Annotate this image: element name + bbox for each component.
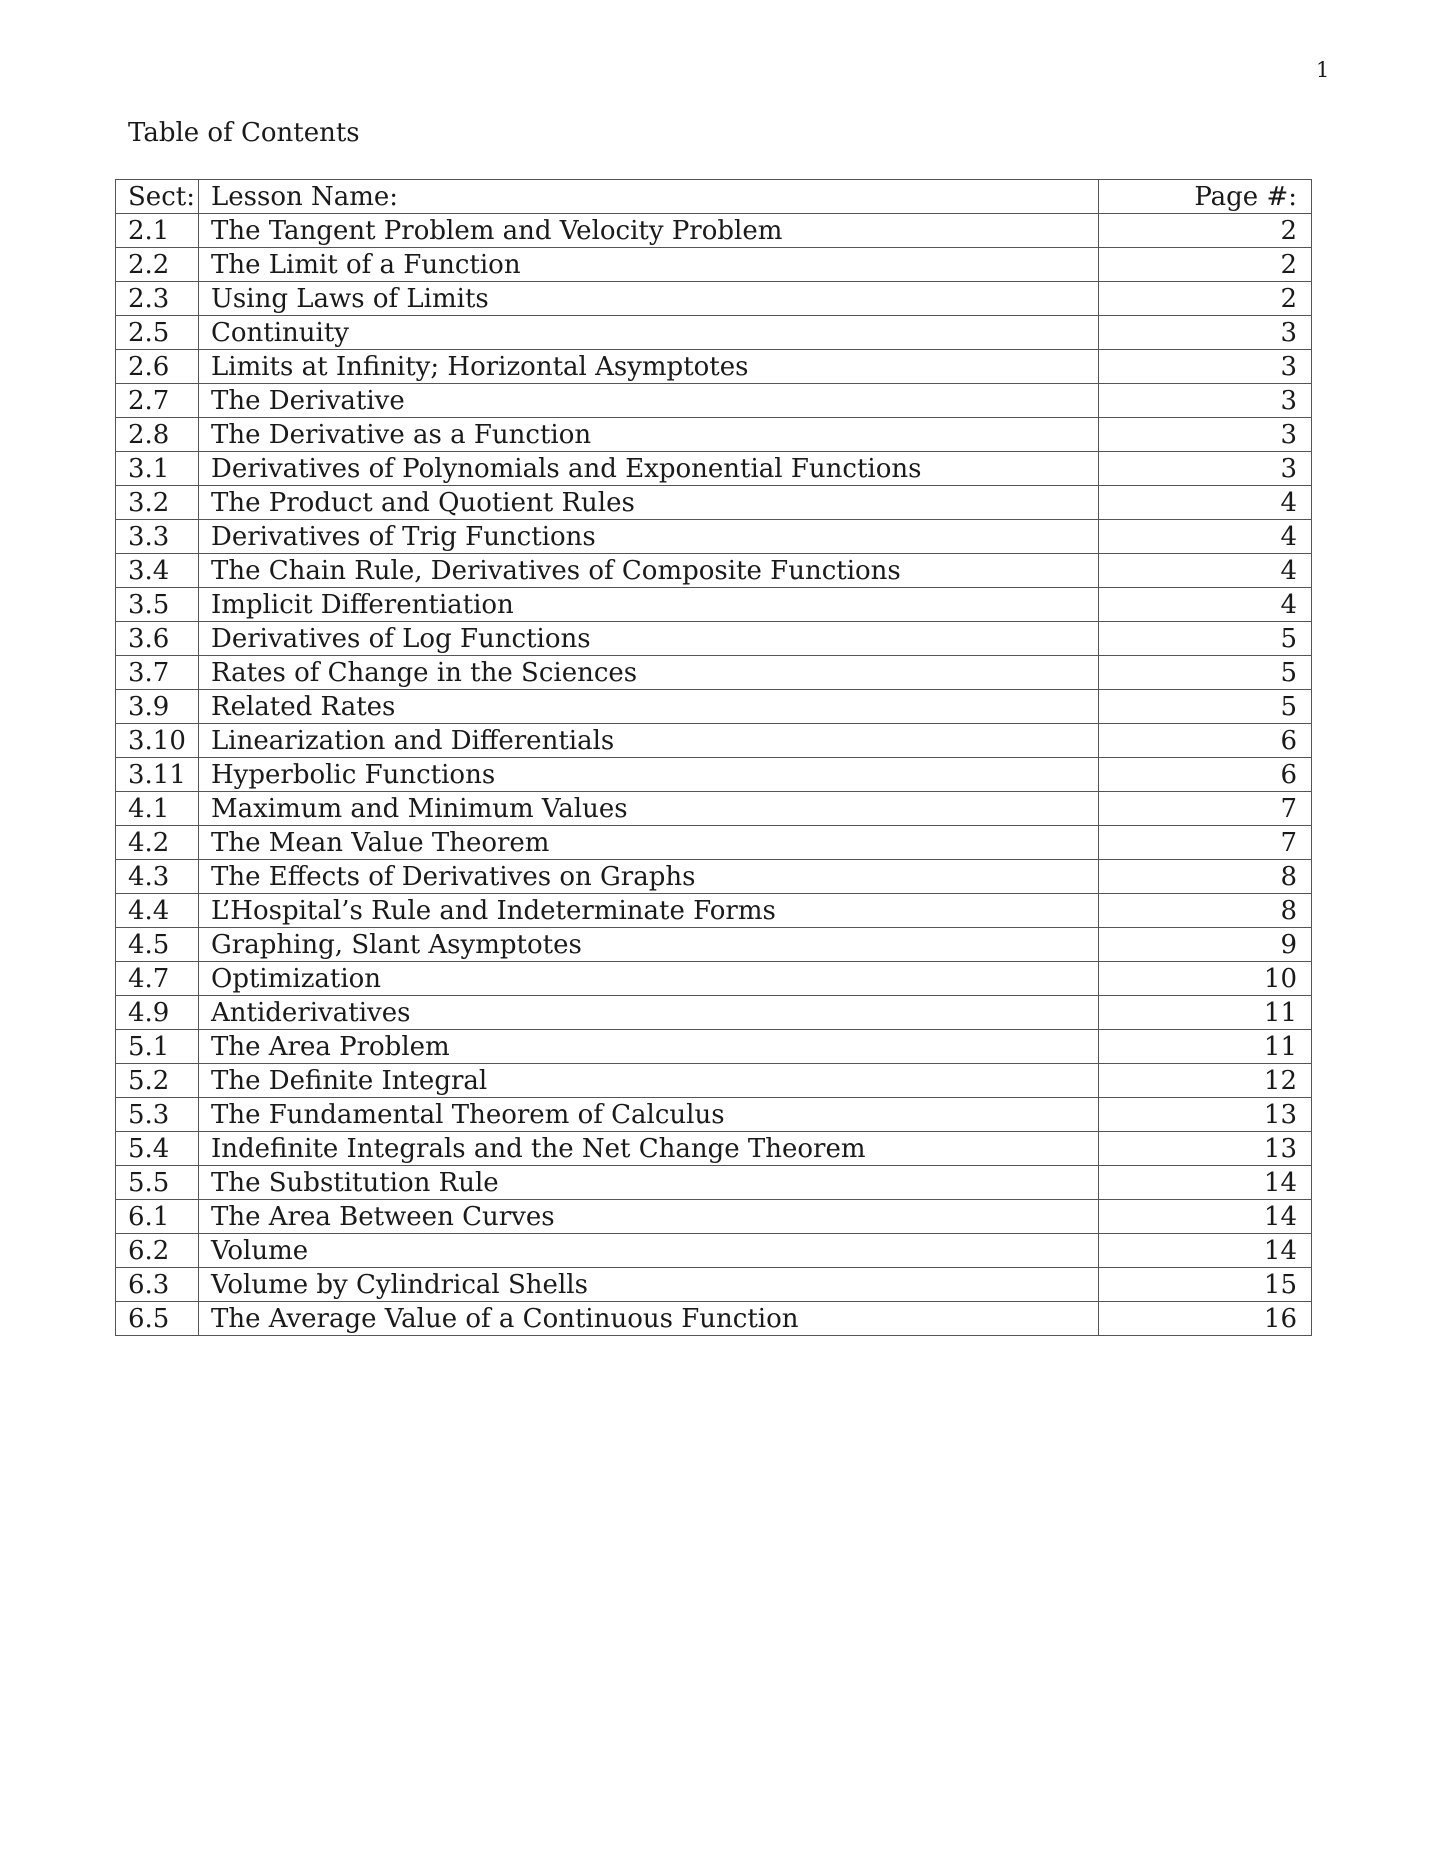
table-row <box>116 1132 1312 1166</box>
table-row <box>116 996 1312 1030</box>
table-row <box>116 316 1312 350</box>
lesson-name-cell: Implicit Differentiation <box>199 588 1099 622</box>
table-row <box>116 622 1312 656</box>
table-row <box>116 792 1312 826</box>
page-number-cell: 8 <box>1099 894 1312 928</box>
lesson-name-cell: Maximum and Minimum Values <box>199 792 1099 826</box>
lesson-name-cell: Graphing, Slant Asymptotes <box>199 928 1099 962</box>
page-number-cell: 13 <box>1099 1098 1312 1132</box>
page-number-cell: 4 <box>1099 554 1312 588</box>
lesson-name-cell: L’Hospital’s Rule and Indeterminate Forms <box>199 894 1099 928</box>
table-row <box>116 1268 1312 1302</box>
page-number-cell: 5 <box>1099 690 1312 724</box>
table-row <box>116 452 1312 486</box>
table-row <box>116 282 1312 316</box>
section-number-cell: 3.10 <box>116 724 199 758</box>
page-number-cell: 3 <box>1099 316 1312 350</box>
table-row <box>116 1166 1312 1200</box>
table-row <box>116 520 1312 554</box>
page-number-cell: 4 <box>1099 486 1312 520</box>
page-number-cell: 5 <box>1099 656 1312 690</box>
lesson-name-cell: The Substitution Rule <box>199 1166 1099 1200</box>
section-number-cell: 6.1 <box>116 1200 199 1234</box>
lesson-name-cell: Derivatives of Polynomials and Exponential Functions <box>199 452 1099 486</box>
page-number-cell: 9 <box>1099 928 1312 962</box>
section-number-cell: 3.3 <box>116 520 199 554</box>
section-number-cell: 3.4 <box>116 554 199 588</box>
lesson-name-cell: Antiderivatives <box>199 996 1099 1030</box>
page-number-cell: 2 <box>1099 214 1312 248</box>
header-sect: Sect: <box>116 180 199 214</box>
section-number-cell: 6.5 <box>116 1302 199 1336</box>
page-number-cell: 7 <box>1099 826 1312 860</box>
page-number-cell: 5 <box>1099 622 1312 656</box>
lesson-name-cell: Volume <box>199 1234 1099 1268</box>
lesson-name-cell: The Area Problem <box>199 1030 1099 1064</box>
section-number-cell: 2.3 <box>116 282 199 316</box>
table-row <box>116 758 1312 792</box>
table-row <box>116 724 1312 758</box>
lesson-name-cell: The Tangent Problem and Velocity Problem <box>199 214 1099 248</box>
table-row <box>116 1200 1312 1234</box>
lesson-name-cell: Continuity <box>199 316 1099 350</box>
page-number-cell: 14 <box>1099 1234 1312 1268</box>
page-number-cell: 16 <box>1099 1302 1312 1336</box>
section-number-cell: 3.5 <box>116 588 199 622</box>
table-row <box>116 1234 1312 1268</box>
lesson-name-cell: Hyperbolic Functions <box>199 758 1099 792</box>
lesson-name-cell: The Definite Integral <box>199 1064 1099 1098</box>
table-row <box>116 350 1312 384</box>
table-row <box>116 962 1312 996</box>
header-lesson-name: Lesson Name: <box>199 180 1099 214</box>
section-number-cell: 3.6 <box>116 622 199 656</box>
page-number-cell: 4 <box>1099 520 1312 554</box>
table-row <box>116 1030 1312 1064</box>
section-number-cell: 5.3 <box>116 1098 199 1132</box>
section-number-cell: 5.1 <box>116 1030 199 1064</box>
table-row <box>116 588 1312 622</box>
table-row <box>116 214 1312 248</box>
page-number-cell: 6 <box>1099 758 1312 792</box>
page-title: Table of Contents <box>128 118 360 148</box>
section-number-cell: 4.7 <box>116 962 199 996</box>
table-row <box>116 656 1312 690</box>
table-row <box>116 860 1312 894</box>
page-number-cell: 13 <box>1099 1132 1312 1166</box>
lesson-name-cell: The Product and Quotient Rules <box>199 486 1099 520</box>
lesson-name-cell: The Mean Value Theorem <box>199 826 1099 860</box>
lesson-name-cell: The Area Between Curves <box>199 1200 1099 1234</box>
section-number-cell: 5.4 <box>116 1132 199 1166</box>
toc-table <box>115 179 1312 1336</box>
lesson-name-cell: Rates of Change in the Sciences <box>199 656 1099 690</box>
section-number-cell: 6.2 <box>116 1234 199 1268</box>
lesson-name-cell: The Fundamental Theorem of Calculus <box>199 1098 1099 1132</box>
header-page: Page #: <box>1099 180 1312 214</box>
table-row <box>116 384 1312 418</box>
page-number-cell: 8 <box>1099 860 1312 894</box>
page-number-cell: 2 <box>1099 282 1312 316</box>
section-number-cell: 3.2 <box>116 486 199 520</box>
lesson-name-cell: Optimization <box>199 962 1099 996</box>
lesson-name-cell: Volume by Cylindrical Shells <box>199 1268 1099 1302</box>
section-number-cell: 4.3 <box>116 860 199 894</box>
page-number-cell: 4 <box>1099 588 1312 622</box>
section-number-cell: 3.11 <box>116 758 199 792</box>
page-number-cell: 2 <box>1099 248 1312 282</box>
table-row <box>116 1098 1312 1132</box>
table-row <box>116 1064 1312 1098</box>
lesson-name-cell: Derivatives of Trig Functions <box>199 520 1099 554</box>
section-number-cell: 4.9 <box>116 996 199 1030</box>
section-number-cell: 3.7 <box>116 656 199 690</box>
lesson-name-cell: The Chain Rule, Derivatives of Composite Functions <box>199 554 1099 588</box>
lesson-name-cell: Limits at Infinity; Horizontal Asymptotes <box>199 350 1099 384</box>
section-number-cell: 2.5 <box>116 316 199 350</box>
page-number-cell: 3 <box>1099 384 1312 418</box>
section-number-cell: 5.2 <box>116 1064 199 1098</box>
lesson-name-cell: Derivatives of Log Functions <box>199 622 1099 656</box>
table-row <box>116 1302 1312 1336</box>
section-number-cell: 4.2 <box>116 826 199 860</box>
lesson-name-cell: Linearization and Differentials <box>199 724 1099 758</box>
section-number-cell: 3.1 <box>116 452 199 486</box>
table-row <box>116 486 1312 520</box>
toc-header-row <box>116 180 1312 214</box>
section-number-cell: 4.4 <box>116 894 199 928</box>
table-row <box>116 928 1312 962</box>
page-number-cell: 3 <box>1099 350 1312 384</box>
lesson-name-cell: The Effects of Derivatives on Graphs <box>199 860 1099 894</box>
section-number-cell: 2.8 <box>116 418 199 452</box>
table-row <box>116 248 1312 282</box>
lesson-name-cell: Using Laws of Limits <box>199 282 1099 316</box>
section-number-cell: 4.1 <box>116 792 199 826</box>
section-number-cell: 6.3 <box>116 1268 199 1302</box>
lesson-name-cell: The Derivative as a Function <box>199 418 1099 452</box>
lesson-name-cell: The Limit of a Function <box>199 248 1099 282</box>
lesson-name-cell: Indefinite Integrals and the Net Change Theorem <box>199 1132 1099 1166</box>
toc-table-body <box>116 180 1312 1336</box>
page-number-cell: 7 <box>1099 792 1312 826</box>
section-number-cell: 2.6 <box>116 350 199 384</box>
table-row <box>116 554 1312 588</box>
page-number-cell: 14 <box>1099 1166 1312 1200</box>
page-number-cell: 14 <box>1099 1200 1312 1234</box>
section-number-cell: 2.2 <box>116 248 199 282</box>
lesson-name-cell: The Average Value of a Continuous Function <box>199 1302 1099 1336</box>
section-number-cell: 5.5 <box>116 1166 199 1200</box>
page-number-cell: 3 <box>1099 452 1312 486</box>
page-number-cell: 15 <box>1099 1268 1312 1302</box>
section-number-cell: 3.9 <box>116 690 199 724</box>
table-row <box>116 826 1312 860</box>
page-number-cell: 6 <box>1099 724 1312 758</box>
table-row <box>116 418 1312 452</box>
section-number-cell: 2.1 <box>116 214 199 248</box>
lesson-name-cell: The Derivative <box>199 384 1099 418</box>
lesson-name-cell: Related Rates <box>199 690 1099 724</box>
table-row <box>116 690 1312 724</box>
section-number-cell: 4.5 <box>116 928 199 962</box>
page-number-cell: 11 <box>1099 1030 1312 1064</box>
page-number-cell: 12 <box>1099 1064 1312 1098</box>
page-number-cell: 3 <box>1099 418 1312 452</box>
page-number-cell: 10 <box>1099 962 1312 996</box>
page-number: 1 <box>1316 58 1330 82</box>
table-row <box>116 894 1312 928</box>
page-number-cell: 11 <box>1099 996 1312 1030</box>
section-number-cell: 2.7 <box>116 384 199 418</box>
